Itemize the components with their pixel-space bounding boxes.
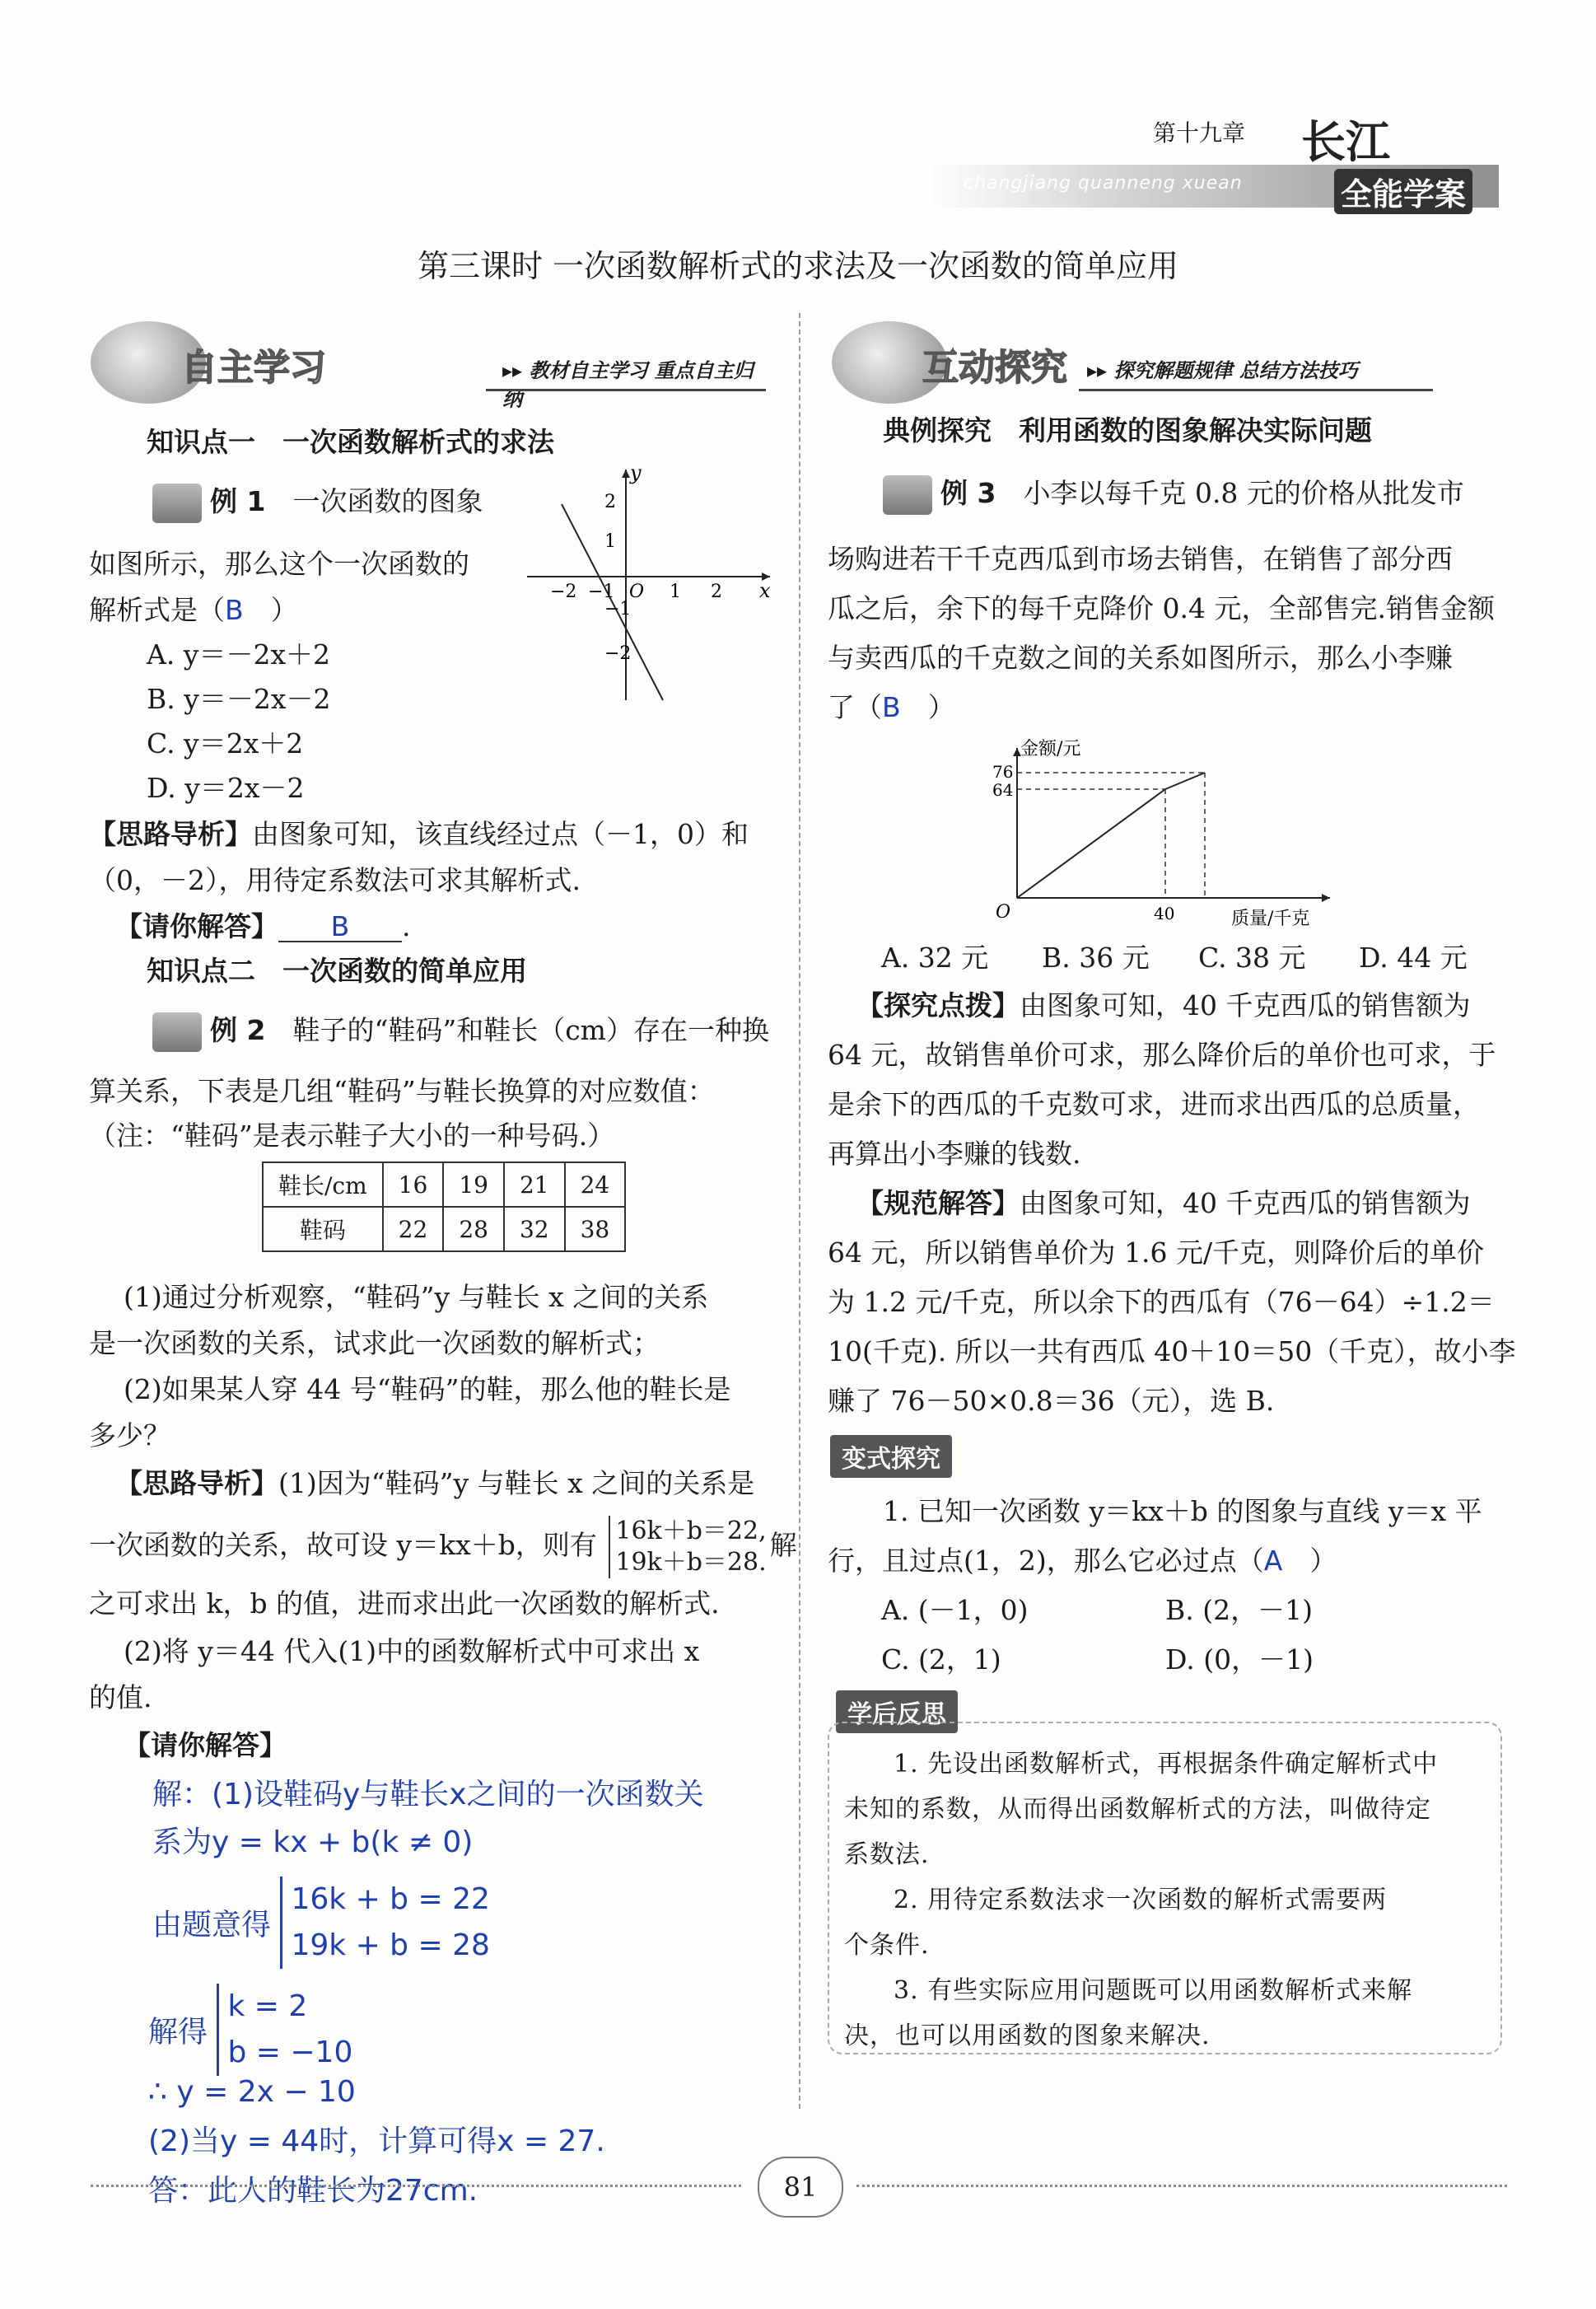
section-underline xyxy=(486,389,766,391)
table-cell: 19 xyxy=(443,1162,504,1207)
table-cell: 38 xyxy=(565,1207,626,1251)
solution-eq-1: 16k + b = 22 xyxy=(291,1882,490,1916)
example-1-line3: 解析式是（B ） xyxy=(89,594,298,626)
sales-chart xyxy=(984,733,1346,931)
x-tick-1: 1 xyxy=(670,582,681,602)
y-tick-neg1: −1 xyxy=(604,599,632,619)
table-row xyxy=(263,1162,625,1207)
section-subtitle: ▸▸ 教材自主学习 重点自主归纳 xyxy=(502,358,754,411)
example-3-line3: 瓜之后，余下的每千克降价 0.4 元，全部售完.销售金额 xyxy=(828,592,1495,624)
y-tick-2: 2 xyxy=(604,492,616,512)
section-title: 自主学习 xyxy=(181,347,326,389)
solution-eq-2: 19k + b = 28 xyxy=(291,1928,490,1962)
option-d: D. 44 元 xyxy=(1359,942,1468,974)
section-subtitle: ▸▸ 探究解题规律 总结方法技巧 xyxy=(1087,358,1358,382)
variant-line1: 1. 已知一次函数 y＝kx＋b 的图象与直线 y＝x 平 xyxy=(883,1495,1482,1527)
handwritten-answer: B xyxy=(225,594,244,626)
option-d: D. y＝2x－2 xyxy=(147,772,305,804)
std-line2: 64 元，所以销售单价为 1.6 元/千克，则降价后的单价 xyxy=(828,1236,1485,1269)
section-title: 互动探究 xyxy=(922,347,1067,389)
brand-name: 全能学案 xyxy=(1334,169,1472,214)
chart-segment-1 xyxy=(1017,789,1165,898)
variant-option-d: D. (0，－1) xyxy=(1165,1643,1314,1676)
origin-label: O xyxy=(629,582,645,602)
axis-x-label: x xyxy=(759,579,771,602)
example-2-line2: 算关系，下表是几组“鞋码”与鞋长换算的对应数值： xyxy=(89,1075,715,1107)
y-tick-neg2: −2 xyxy=(604,643,632,664)
table-cell: 28 xyxy=(443,1207,504,1251)
brand-pinyin: changjiang quanneng xuean xyxy=(964,173,1243,194)
section-banner-interactive xyxy=(832,321,1507,412)
reflect-tag: 学后反思 xyxy=(836,1690,958,1733)
example-1-line2: 如图所示，那么这个一次函数的 xyxy=(89,548,469,580)
variant-line2: 行，且过点(1，2)，那么它必过点（A ） xyxy=(828,1545,1337,1577)
variant-option-a: A. (－1，0) xyxy=(881,1594,1029,1626)
page-number: 81 xyxy=(758,2157,843,2218)
column-divider xyxy=(799,313,800,2109)
option-a: A. 32 元 xyxy=(881,942,989,974)
x-tick-neg1: −1 xyxy=(588,582,615,602)
solution-line: 解：(1)设鞋码y与鞋长x之间的一次函数关 xyxy=(152,1778,704,1811)
x-tick-2: 2 xyxy=(711,582,722,602)
knowledge-point-1: 知识点一 一次函数解析式的求法 xyxy=(147,426,554,458)
chart-origin: O xyxy=(996,902,1011,923)
tip-line2: 64 元，故销售单价可求，那么降价后的单价也可求，于 xyxy=(828,1039,1496,1071)
handwritten-answer: B xyxy=(278,913,402,942)
solution-line: 系为y = kx + b(k ≠ 0) xyxy=(152,1825,474,1859)
option-c: C. y＝2x＋2 xyxy=(147,727,304,760)
handwritten-answer: A xyxy=(1263,1545,1283,1577)
x-tick-neg2: −2 xyxy=(550,582,577,602)
example-3-line5: 了（B ） xyxy=(828,691,955,723)
option-b: B. 36 元 xyxy=(1042,942,1150,974)
solution-line: ∴ y = 2x − 10 xyxy=(148,2075,356,2109)
tip-line4: 再算出小李赚的钱数. xyxy=(828,1138,1081,1170)
equation-1: 16k＋b＝22, xyxy=(615,1517,767,1545)
solution-line: (2)当y = 44时，计算可得x = 27. xyxy=(148,2124,605,2158)
example-3-line4: 与卖西瓜的千克数之间的关系如图所示，那么小李赚 xyxy=(828,642,1453,674)
example-1-graph xyxy=(519,461,782,708)
section-banner-self-study xyxy=(91,321,766,412)
chart-segment-2 xyxy=(1165,773,1205,789)
hint-2-line3: 之可求出 k，b 的值，进而求出此一次函数的解析式. xyxy=(89,1587,720,1620)
chart-x40: 40 xyxy=(1154,904,1175,923)
part-2-line2: 多少？ xyxy=(89,1419,170,1451)
chart-xlabel: 质量/千克 xyxy=(1231,909,1310,929)
example-icon xyxy=(152,1012,202,1052)
hint-1-line1: 【思路导析】由图象可知，该直线经过点（－1，0）和 xyxy=(89,818,749,850)
table-cell: 21 xyxy=(504,1162,565,1207)
solution-line: 答：此人的鞋长为27cm. xyxy=(148,2174,478,2208)
tip-line1: 【探究点拨】由图象可知，40 千克西瓜的销售额为 xyxy=(856,989,1471,1021)
tip-line3: 是余下的西瓜的千克数可求，进而求出西瓜的总质量， xyxy=(828,1088,1480,1120)
shoe-size-table xyxy=(262,1162,626,1252)
table-cell: 22 xyxy=(383,1207,444,1251)
solution-k: k = 2 xyxy=(227,1989,308,2023)
answer-1: 【请你解答】 B . xyxy=(115,910,411,942)
brand-logo: 长江 xyxy=(1301,115,1390,168)
chart-y76: 76 xyxy=(992,762,1014,782)
example-3-line2: 场购进若干千克西瓜到市场去销售，在销售了部分西 xyxy=(828,543,1453,575)
chart-y64: 64 xyxy=(992,780,1014,800)
table-cell: 16 xyxy=(383,1162,444,1207)
hint-1-line2: （0，－2），用待定系数法可求其解析式. xyxy=(89,864,581,896)
table-cell: 32 xyxy=(504,1207,565,1251)
std-line5: 赚了 76－50×0.8＝36（元），选 B. xyxy=(828,1385,1275,1417)
handwritten-solution xyxy=(152,1771,704,1867)
part-1-line2: 是一次函数的关系，试求此一次函数的解析式； xyxy=(89,1327,660,1359)
example-icon xyxy=(152,484,202,523)
chapter-label: 第十九章 xyxy=(1153,119,1246,147)
hint-2-line5: 的值. xyxy=(89,1681,152,1713)
reflect-line: 个条件. xyxy=(844,1931,930,1960)
part-2-line1: (2)如果某人穿 44 号“鞋码”的鞋，那么他的鞋长是 xyxy=(124,1373,731,1405)
topic-title: 典例探究 利用函数的图象解决实际问题 xyxy=(883,414,1372,446)
page-title: 第三课时 一次函数解析式的求法及一次函数的简单应用 xyxy=(417,248,1179,284)
example-2-line3: （注：“鞋码”是表示鞋子大小的一种号码.） xyxy=(89,1119,615,1152)
section-underline xyxy=(1079,389,1433,391)
example-3-line1: 例 3 小李以每千克 0.8 元的价格从批发市 xyxy=(883,470,1464,517)
std-line1: 【规范解答】由图象可知，40 千克西瓜的销售额为 xyxy=(856,1187,1471,1219)
answer-2-label: 【请你解答】 xyxy=(124,1729,287,1761)
solution-solved: 解得 k = 2 b = −10 xyxy=(148,1984,352,2076)
table-cell: 鞋码 xyxy=(263,1207,383,1251)
y-tick-1: 1 xyxy=(604,531,616,552)
hint-2-line4: (2)将 y＝44 代入(1)中的函数解析式中可求出 x xyxy=(124,1635,700,1667)
knowledge-point-2: 知识点二 一次函数的简单应用 xyxy=(147,955,527,987)
reflect-line: 未知的系数，从而得出函数解析式的方法，叫做待定 xyxy=(844,1795,1431,1824)
std-line4: 10(千克). 所以一共有西瓜 40＋10＝50（千克），故小李 xyxy=(828,1335,1516,1367)
std-line3: 为 1.2 元/千克，所以余下的西瓜有（76－64）÷1.2＝ xyxy=(828,1286,1495,1318)
footer-rule-left xyxy=(91,2185,741,2187)
example-2-line1: 例 2 鞋子的“鞋码”和鞋长（cm）存在一种换 xyxy=(152,1007,769,1054)
example-1-line1: 例 1 一次函数的图象 xyxy=(152,478,483,526)
footer-rule-right xyxy=(856,2185,1507,2187)
part-1-line1: (1)通过分析观察，“鞋码”y 与鞋长 x 之间的关系 xyxy=(124,1281,709,1313)
solution-b: b = −10 xyxy=(227,2036,353,2069)
solution-system: 由题意得 16k + b = 22 19k + b = 28 xyxy=(152,1877,490,1969)
table-cell: 24 xyxy=(565,1162,626,1207)
table-cell: 鞋长/cm xyxy=(263,1162,383,1207)
variant-option-c: C. (2，1) xyxy=(881,1643,1001,1676)
hint-2-line2: 一次函数的关系，故可设 y＝kx＋b，则有 16k＋b＝22, 19k＋b＝28.解 xyxy=(89,1517,797,1577)
option-a: A. y＝－2x＋2 xyxy=(147,638,331,671)
table-row xyxy=(263,1207,625,1251)
option-b: B. y＝－2x－2 xyxy=(147,683,331,715)
option-c: C. 38 元 xyxy=(1198,942,1306,974)
variant-tag: 变式探究 xyxy=(830,1435,952,1478)
reflect-line: 3. 有些实际应用问题既可以用函数解析式来解 xyxy=(894,1976,1413,2005)
variant-option-b: B. (2，－1) xyxy=(1165,1594,1313,1626)
reflect-line: 2. 用待定系数法求一次函数的解析式需要两 xyxy=(894,1886,1388,1914)
handwritten-answer: B xyxy=(882,691,901,723)
reflect-line: 1. 先设出函数解析式，再根据条件确定解析式中 xyxy=(894,1750,1439,1778)
reflect-line: 系数法. xyxy=(844,1840,930,1869)
example-icon xyxy=(883,475,932,515)
equation-2: 19k＋b＝28. xyxy=(615,1548,767,1577)
reflection-box xyxy=(828,1722,1502,2054)
axis-y-label: y xyxy=(630,461,642,484)
solution-tail xyxy=(148,2068,605,2216)
chart-ylabel: 金额/元 xyxy=(1020,739,1081,760)
reflect-line: 决，也可以用函数的图象来解决. xyxy=(844,2022,1211,2050)
hint-2-line1: 【思路导析】(1)因为“鞋码”y 与鞋长 x 之间的关系是 xyxy=(115,1467,755,1499)
